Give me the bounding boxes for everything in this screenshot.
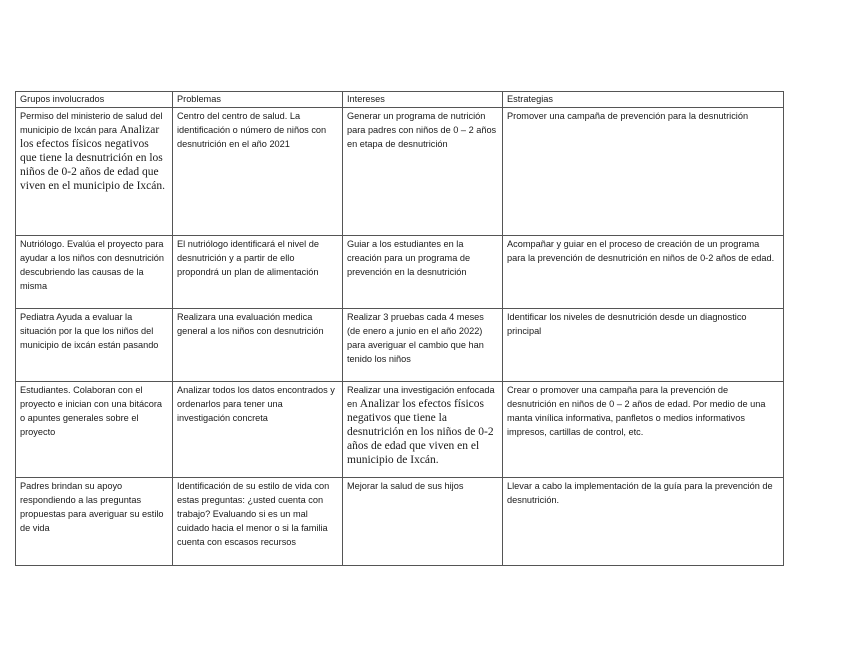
cell-estrategias: Crear o promover una campaña para la prevención de desnutrición en niños de 0 – 2 años de edad. Por medio de una manta vinílica informativa, panfletos o medios informativos impresos, cartillas de control, etc. xyxy=(503,382,784,478)
table-row xyxy=(16,309,784,382)
stakeholder-table xyxy=(15,91,784,566)
header-estrategias: Estrategias xyxy=(503,92,784,108)
header-grupos: Grupos involucrados xyxy=(16,92,173,108)
cell-problemas: Realizara una evaluación medica general a los niños con desnutrición xyxy=(173,309,343,382)
cell-intereses: Guiar a los estudiantes en la creación para un programa de prevención en la desnutrición xyxy=(343,236,503,309)
cell-intereses-text: Realizar una investigación enfocada en xyxy=(347,385,495,409)
cell-estrategias: Acompañar y guiar en el proceso de creación de un programa para la prevención de desnutrición en niños de 0-2 años de edad. xyxy=(503,236,784,309)
cell-intereses xyxy=(343,382,503,478)
table-row xyxy=(16,108,784,236)
cell-intereses-serif-text: Analizar los efectos físicos negativos que tiene la desnutrición en los niños de 0-2 años de edad que viven en el municipio de Ixcán. xyxy=(347,398,494,466)
cell-grupos: Estudiantes. Colaboran con el proyecto e inician con una bitácora o apuntes generales sobre el proyecto xyxy=(16,382,173,478)
cell-grupos-text: Permiso del ministerio de salud del municipio de Ixcán para xyxy=(20,111,163,135)
cell-problemas: Analizar todos los datos encontrados y ordenarlos para tener una investigación concreta xyxy=(173,382,343,478)
cell-intereses: Generar un programa de nutrición para padres con niños de 0 – 2 años en etapa de desnutrición xyxy=(343,108,503,236)
table-row xyxy=(16,236,784,309)
table-row xyxy=(16,382,784,478)
header-problemas: Problemas xyxy=(173,92,343,108)
cell-grupos-serif-text: Analizar los efectos físicos negativos que tiene la desnutrición en los niños de 0-2 años de edad que viven en el municipio de Ixcán. xyxy=(20,124,165,192)
cell-estrategias: Promover una campaña de prevención para la desnutrición xyxy=(503,108,784,236)
cell-intereses: Realizar 3 pruebas cada 4 meses (de enero a junio en el año 2022) para averiguar el cambio que han tenido los niños xyxy=(343,309,503,382)
cell-intereses: Mejorar la salud de sus hijos xyxy=(343,478,503,566)
cell-grupos: Nutriólogo. Evalúa el proyecto para ayudar a los niños con desnutrición descubriendo las causas de la misma xyxy=(16,236,173,309)
table-row xyxy=(16,478,784,566)
cell-problemas: Centro del centro de salud. La identificación o número de niños con desnutrición en el año 2021 xyxy=(173,108,343,236)
table-header-row xyxy=(16,92,784,108)
cell-problemas: Identificación de su estilo de vida con estas preguntas: ¿usted cuenta con trabajo? Evaluando si es un mal cuidado hacia el menor o si la familia cuenta con escasos recursos xyxy=(173,478,343,566)
cell-grupos xyxy=(16,108,173,236)
cell-estrategias: Llevar a cabo la implementación de la guía para la prevención de desnutrición. xyxy=(503,478,784,566)
cell-estrategias: Identificar los niveles de desnutrición desde un diagnostico principal xyxy=(503,309,784,382)
cell-grupos: Padres brindan su apoyo respondiendo a las preguntas propuestas para averiguar su estilo de vida xyxy=(16,478,173,566)
header-intereses: Intereses xyxy=(343,92,503,108)
cell-problemas: El nutriólogo identificará el nivel de desnutrición y a partir de ello propondrá un plan de alimentación xyxy=(173,236,343,309)
cell-grupos: Pediatra Ayuda a evaluar la situación por la que los niños del municipio de ixcán están pasando xyxy=(16,309,173,382)
